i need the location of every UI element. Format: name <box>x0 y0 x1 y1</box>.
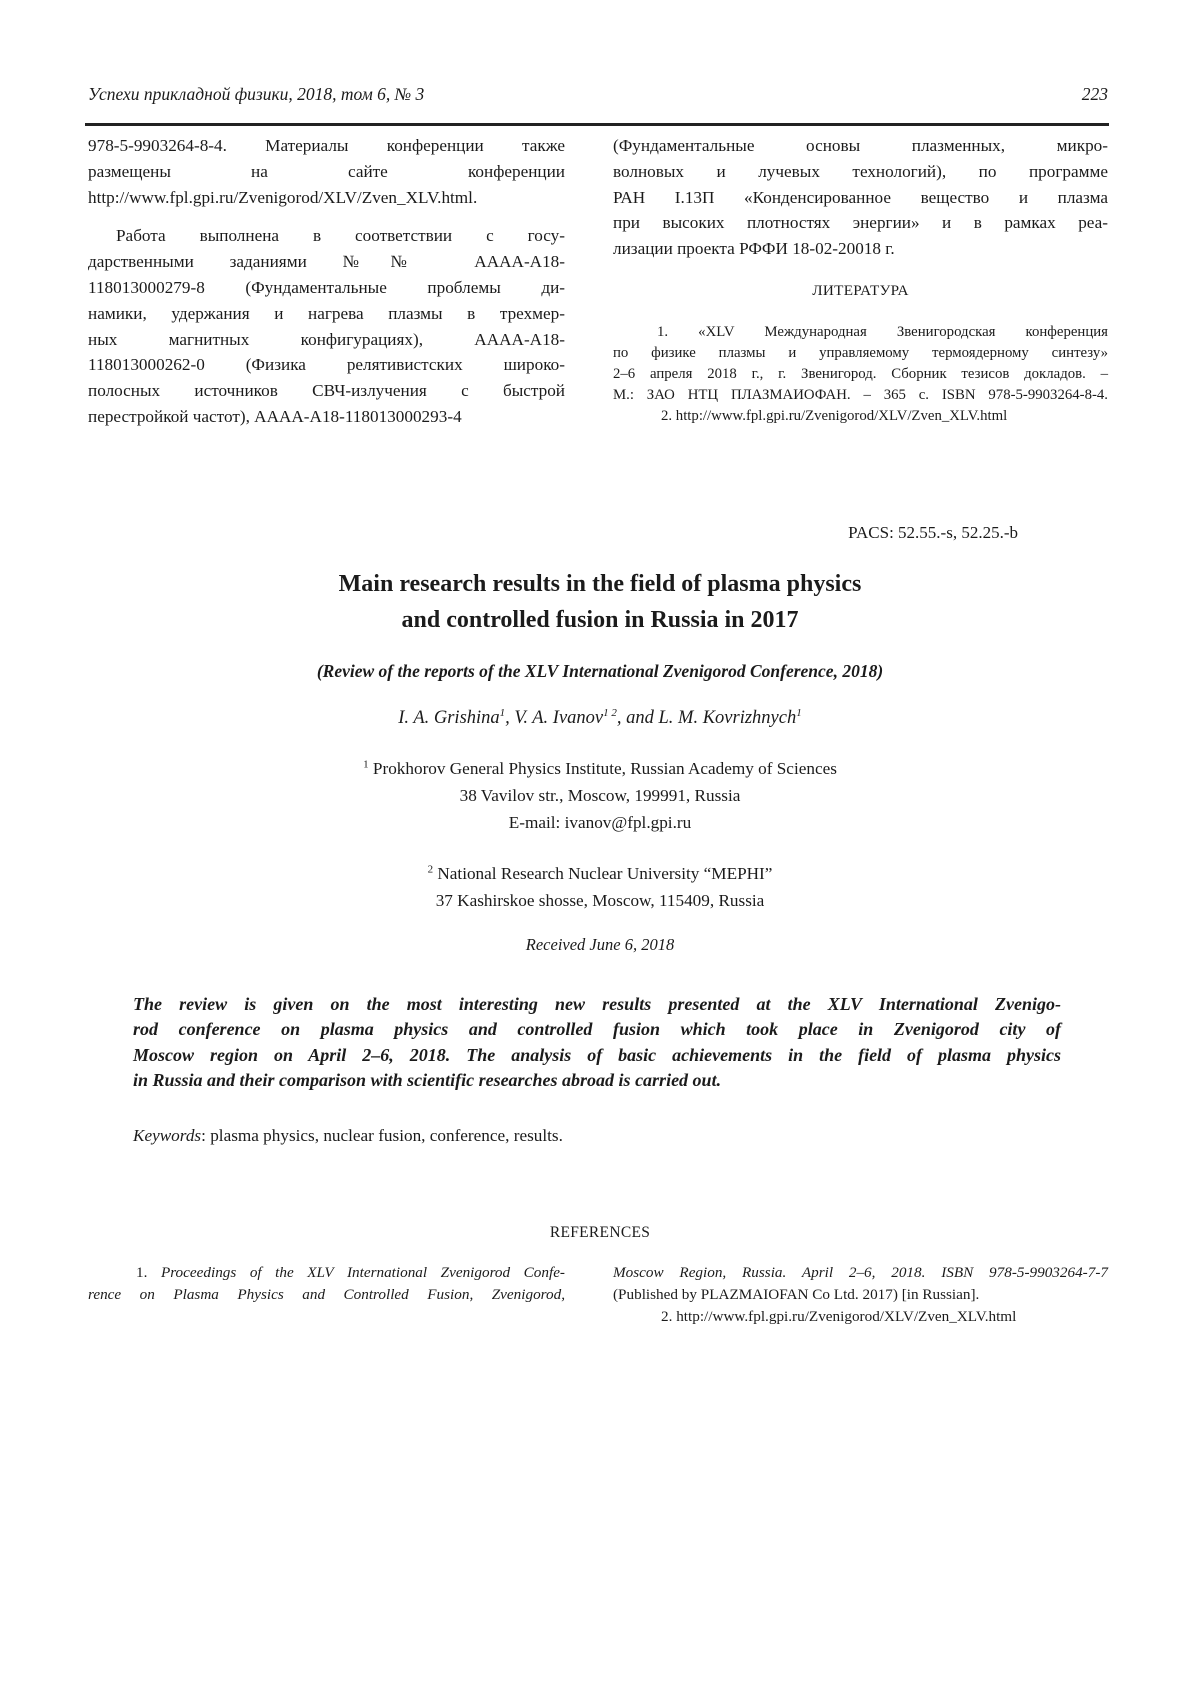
header-rule <box>85 123 1109 126</box>
text-line: лизации проекта РФФИ 18-02-20018 г. <box>613 239 895 259</box>
affiliation-1-name <box>0 755 1200 782</box>
text-line: ных магнитных конфигурациях), АААА-А18- <box>88 329 565 349</box>
text-line: Работа выполнена в соответствии с госу- <box>116 226 565 246</box>
text-line: при высоких плотностях энергии» и в рамках реа- <box>613 213 1108 233</box>
reference-item-1-start <box>88 1262 565 1284</box>
paragraph-acknowledgement <box>88 223 565 429</box>
abstract <box>133 992 1061 1094</box>
text-line: намики, удержания и нагрева плазмы в трехмер- <box>88 303 565 323</box>
text-line: Moscow Region, Russia. April 2–6, 2018. ISBN 978-5-9903264-7-7 <box>613 1264 1108 1281</box>
reference-2-number: 2. <box>661 1307 673 1325</box>
reference-1-text: Proceedings of the XLV International Zvenigorod Confe- <box>160 1264 565 1281</box>
two-column-body <box>88 133 1108 430</box>
keywords-label: Keywords <box>133 1126 202 1145</box>
text-line: 978-5-9903264-8-4. Материалы конференции также <box>88 136 565 155</box>
references-left-column <box>88 1262 565 1327</box>
page-number: 223 <box>1081 84 1108 104</box>
left-column <box>88 133 565 430</box>
text-line: РАН I.13П «Конденсированное вещество и плазма <box>613 187 1108 207</box>
text-line: 1. «XLV Международная Звенигородская конференция <box>657 323 1108 340</box>
article-title <box>0 566 1200 638</box>
right-column <box>613 133 1108 430</box>
affiliation-1 <box>0 755 1200 836</box>
text-line: размещены на сайте конференции <box>88 161 565 181</box>
affiliation-2-mark: 2 <box>427 863 434 876</box>
text-line: полосных источников СВЧ-излучения с быстрой <box>88 381 565 401</box>
text-line: по физике плазмы и управляемому термоядерному синтезу» <box>613 344 1108 361</box>
affiliation-1-mark: 1 <box>363 758 369 771</box>
text-line: 118013000262-0 (Физика релятивистских широко- <box>88 355 565 375</box>
author-3-affiliation-mark: 1 <box>796 706 802 719</box>
author-3: , and L. M. Kovrizhnych <box>616 708 797 728</box>
keywords-text: : plasma physics, nuclear fusion, conference, results. <box>201 1126 563 1145</box>
text-line: The review is given on the most interesting new results presented at the XLV International Zvenigo- <box>133 994 1061 1014</box>
text-line: М.: ЗАО НТЦ ПЛАЗМАИОФАН. – 365 с. ISBN 978-5-9903264-8-4. <box>613 386 1108 403</box>
text-line: http://www.fpl.gpi.ru/Zvenigorod/XLV/Zven_XLV.html. <box>88 187 478 207</box>
authors-line <box>0 708 1200 729</box>
author-1: I. A. Grishina <box>398 708 500 728</box>
pacs-line: PACS: 52.55.-s, 52.25.-b <box>848 523 1018 542</box>
literature-heading: ЛИТЕРАТУРА <box>812 281 909 299</box>
received-date: Received June 6, 2018 <box>525 935 675 954</box>
literature-item-1 <box>613 322 1108 406</box>
text-line: rence on Plasma Physics and Controlled Fusion, Zvenigorod, <box>88 1285 565 1303</box>
references-heading: REFERENCES <box>549 1224 651 1241</box>
text-line: перестройкой частот), АААА-А18-118013000293-4 <box>88 406 462 426</box>
reference-item-2 <box>613 1306 1108 1328</box>
references-right-column <box>613 1262 1108 1327</box>
keywords-line <box>133 1126 1061 1146</box>
text-line: дарственными заданиями №№ АААА-А18- <box>88 252 565 272</box>
affiliation-1-address: 38 Vavilov str., Moscow, 199991, Russia <box>459 786 741 805</box>
text-line: rod conference on plasma physics and controlled fusion which took place in Zvenigorod city of <box>133 1019 1061 1040</box>
affiliation-2-institute: National Research Nuclear University “MEPHI” <box>433 864 773 883</box>
text-line: 118013000279-8 (Фундаментальные проблемы ди- <box>88 277 565 297</box>
text-line: 2–6 апреля 2018 г., г. Звенигород. Сборник тезисов докладов. – <box>613 365 1108 382</box>
page-header <box>88 84 1108 105</box>
paragraph-programs <box>613 133 1108 262</box>
affiliation-2-address: 37 Kashirskoe shosse, Moscow, 115409, Russia <box>435 891 765 910</box>
affiliation-2 <box>0 860 1200 914</box>
reference-2-url: http://www.fpl.gpi.ru/Zvenigorod/XLV/Zven_XLV.html <box>676 1307 1017 1325</box>
text-line: Moscow region on April 2–6, 2018. The analysis of basic achievements in the field of plasma physics <box>133 1044 1061 1065</box>
literature-item-2: 2. http://www.fpl.gpi.ru/Zvenigorod/XLV/Zven_XLV.html <box>661 407 1008 424</box>
author-1-affiliation-mark: 1 <box>499 706 506 719</box>
paragraph-isbn-site <box>88 133 565 210</box>
title-line-1: Main research results in the field of plasma physics <box>338 571 862 597</box>
author-2-affiliation-mark: 1 2 <box>603 706 617 719</box>
text-line: (Published by PLAZMAIOFAN Co Ltd. 2017) [in Russian]. <box>613 1285 980 1303</box>
text-line: волновых и лучевых технологий), по программе <box>613 161 1108 181</box>
article-subtitle: (Review of the reports of the XLV International Zvenigorod Conference, 2018) <box>316 661 884 681</box>
journal-title: Успехи прикладной физики, 2018, том 6, № 3 <box>88 84 425 104</box>
author-2: , V. A. Ivanov <box>505 708 604 728</box>
affiliation-1-institute: Prokhorov General Physics Institute, Russian Academy of Sciences <box>368 759 837 778</box>
references-section <box>88 1262 1108 1327</box>
affiliation-1-email: E-mail: ivanov@fpl.gpi.ru <box>508 813 692 832</box>
affiliation-2-name <box>0 860 1200 887</box>
text-line: (Фундаментальные основы плазменных, микро- <box>613 136 1108 155</box>
text-line: in Russia and their comparison with scientific researches abroad is carried out. <box>133 1070 722 1091</box>
reference-1-number: 1. <box>136 1264 148 1281</box>
title-line-2: and controlled fusion in Russia in 2017 <box>401 607 799 633</box>
